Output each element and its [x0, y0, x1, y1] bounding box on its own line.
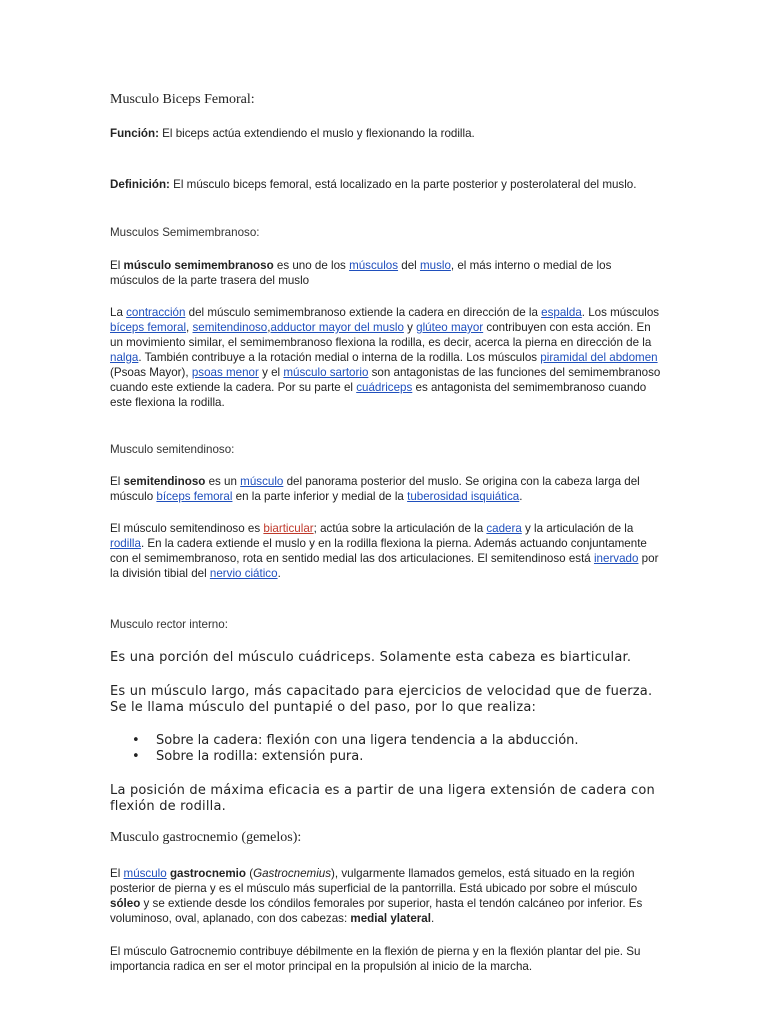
- text-run: . En la cadera extiende el muslo y en la rodilla flexiona la pierna. Además actuando conjuntamente con el semimembranoso, rota en sentido medial las dos articulaciones. El semitendinoso está: [110, 537, 647, 565]
- text-run: La: [110, 306, 127, 319]
- paragraph-semitendinoso-1: [110, 474, 662, 504]
- link-biarticular[interactable]: biarticular: [263, 522, 314, 535]
- link-semitendinoso[interactable]: semitendinoso: [192, 321, 268, 334]
- link-musculos[interactable]: músculos: [349, 259, 399, 272]
- bold-term: músculo semimembranoso: [123, 259, 274, 272]
- text-run: El: [110, 259, 124, 272]
- link-gluteo-mayor[interactable]: glúteo mayor: [416, 321, 484, 334]
- text-run: es antagonista del semimembranoso cuando este flexiona la rodilla.: [110, 381, 647, 409]
- link-nalga[interactable]: nalga: [110, 351, 139, 364]
- text-run: y se extiende desde los cóndilos femorales por superior, hasta el tendón calcáneo por inferior. Es voluminoso, oval, aplanado, con dos cabezas:: [110, 897, 643, 925]
- text-run: (Psoas Mayor),: [110, 366, 192, 379]
- paragraph-definicion: [110, 177, 662, 192]
- heading-gastrocnemio: Musculo gastrocnemio (gemelos):: [110, 830, 302, 845]
- link-biceps-femoral[interactable]: bíceps femoral: [110, 321, 187, 334]
- list-item: • Sobre la cadera: flexión con una ligera tendencia a la abducción.: [110, 733, 662, 749]
- rector-bullet-list: [110, 733, 662, 765]
- text-run: .: [430, 912, 435, 925]
- link-musculo-sartorio[interactable]: músculo sartorio: [283, 366, 369, 379]
- link-cadera[interactable]: cadera: [486, 522, 522, 535]
- bold-term: gastrocnemio: [169, 867, 246, 880]
- text-run: son antagonistas de las funciones del semimembranoso cuando este extiende la cadera. Por su parte el: [110, 366, 661, 394]
- paragraph-rector-2: Es un músculo largo, más capacitado para ejercicios de velocidad que de fuerza. Se le llama músculo del puntapié o del paso, por lo que realiza:: [110, 684, 653, 715]
- bold-term: semitendinoso: [123, 475, 206, 488]
- link-tuberosidad-isquiatica[interactable]: tuberosidad isquiática: [407, 490, 520, 503]
- link-musculo[interactable]: músculo: [240, 475, 284, 488]
- text-run: ,: [267, 321, 271, 334]
- text-run: contribuyen con esta acción. En un movimiento similar, el semimembranoso flexiona la rodilla, es decir, acerca la pierna en dirección de la: [110, 321, 652, 349]
- link-musculo[interactable]: músculo: [123, 867, 167, 880]
- heading-semimembranoso: Musculos Semimembranoso:: [110, 226, 260, 239]
- text-run: El: [110, 475, 124, 488]
- link-rodilla[interactable]: rodilla: [110, 537, 141, 550]
- text-run: y: [403, 321, 417, 334]
- funcion-label: Función:: [110, 127, 159, 140]
- paragraph-rector-1: Es una porción del músculo cuádriceps. Solamente esta cabeza es biarticular.: [110, 650, 632, 665]
- text-run: . Los músculos: [581, 306, 660, 319]
- link-piramidal-abdomen[interactable]: piramidal del abdomen: [540, 351, 658, 364]
- text-run: es uno de los: [273, 259, 350, 272]
- paragraph-rector-3: La posición de máxima eficacia es a partir de una ligera extensión de cadera con flexión de rodilla.: [110, 783, 655, 814]
- heading-biceps-femoral: Musculo Biceps Femoral:: [110, 92, 255, 107]
- definicion-text: El músculo biceps femoral, está localizado en la parte posterior y posterolateral del muslo.: [169, 178, 637, 191]
- heading-rector-interno: Musculo rector interno:: [110, 618, 228, 631]
- funcion-text: El biceps actúa extendiendo el muslo y flexionando la rodilla.: [158, 127, 475, 140]
- text-run: .: [519, 490, 523, 503]
- italic-term: Gastrocnemius: [253, 867, 332, 880]
- link-psoas-menor[interactable]: psoas menor: [191, 366, 259, 379]
- paragraph-semitendinoso-2: [110, 521, 662, 581]
- paragraph-funcion: [110, 126, 662, 141]
- text-run: es un: [205, 475, 241, 488]
- link-aductor-mayor[interactable]: adductor mayor del muslo: [270, 321, 404, 334]
- link-nervio-ciatico[interactable]: nervio ciático: [209, 567, 278, 580]
- text-run: en la parte inferior y medial de la: [232, 490, 408, 503]
- text-run: (: [245, 867, 254, 880]
- text-run: ,: [186, 321, 193, 334]
- bold-term: sóleo: [110, 897, 141, 910]
- list-item: • Sobre la rodilla: extensión pura.: [110, 749, 662, 765]
- link-contraccion[interactable]: contracción: [126, 306, 186, 319]
- link-inervado[interactable]: inervado: [593, 552, 639, 565]
- link-muslo[interactable]: muslo: [419, 259, 451, 272]
- text-run: y la articulación de la: [521, 522, 634, 535]
- link-espalda[interactable]: espalda: [541, 306, 582, 319]
- link-cuadriceps[interactable]: cuádriceps: [356, 381, 413, 394]
- text-run: El: [110, 867, 124, 880]
- text-run: , el más interno o medial de los músculos de la parte trasera del muslo: [110, 259, 612, 287]
- paragraph-gastrocnemio-1: [110, 866, 662, 926]
- definicion-label: Definición:: [110, 178, 170, 191]
- paragraph-semimembranoso-2: [110, 305, 662, 410]
- paragraph-semimembranoso-1: [110, 258, 662, 288]
- text-run: . También contribuye a la rotación medial o interna de la rodilla. Los músculos: [138, 351, 541, 364]
- text-run: del: [398, 259, 420, 272]
- link-biceps-femoral[interactable]: bíceps femoral: [156, 490, 233, 503]
- text-run: .: [277, 567, 281, 580]
- paragraph-gastrocnemio-2: El músculo Gatrocnemio contribuye débilmente en la flexión de pierna y en la flexión plantar del pie. Su importancia radica en ser el motor principal en la propulsión al inicio de la marcha.: [110, 945, 641, 973]
- text-run: ; actúa sobre la articulación de la: [313, 522, 487, 535]
- text-run: ), vulgarmente llamados gemelos, está situado en la región posterior de pierna y es el músculo más superficial de la pantorrilla. Está ubicado por sobre el músculo: [110, 867, 638, 895]
- text-run: y el: [258, 366, 284, 379]
- text-run: El músculo semitendinoso es: [110, 522, 264, 535]
- heading-semitendinoso: Musculo semitendinoso:: [110, 443, 235, 456]
- text-run: del panorama posterior del muslo. Se origina con la cabeza larga del músculo: [110, 475, 640, 503]
- text-run: del músculo semimembranoso extiende la cadera en dirección de la: [185, 306, 542, 319]
- text-run: por la división tibial del: [110, 552, 659, 580]
- bold-term: medial ylateral: [350, 912, 431, 925]
